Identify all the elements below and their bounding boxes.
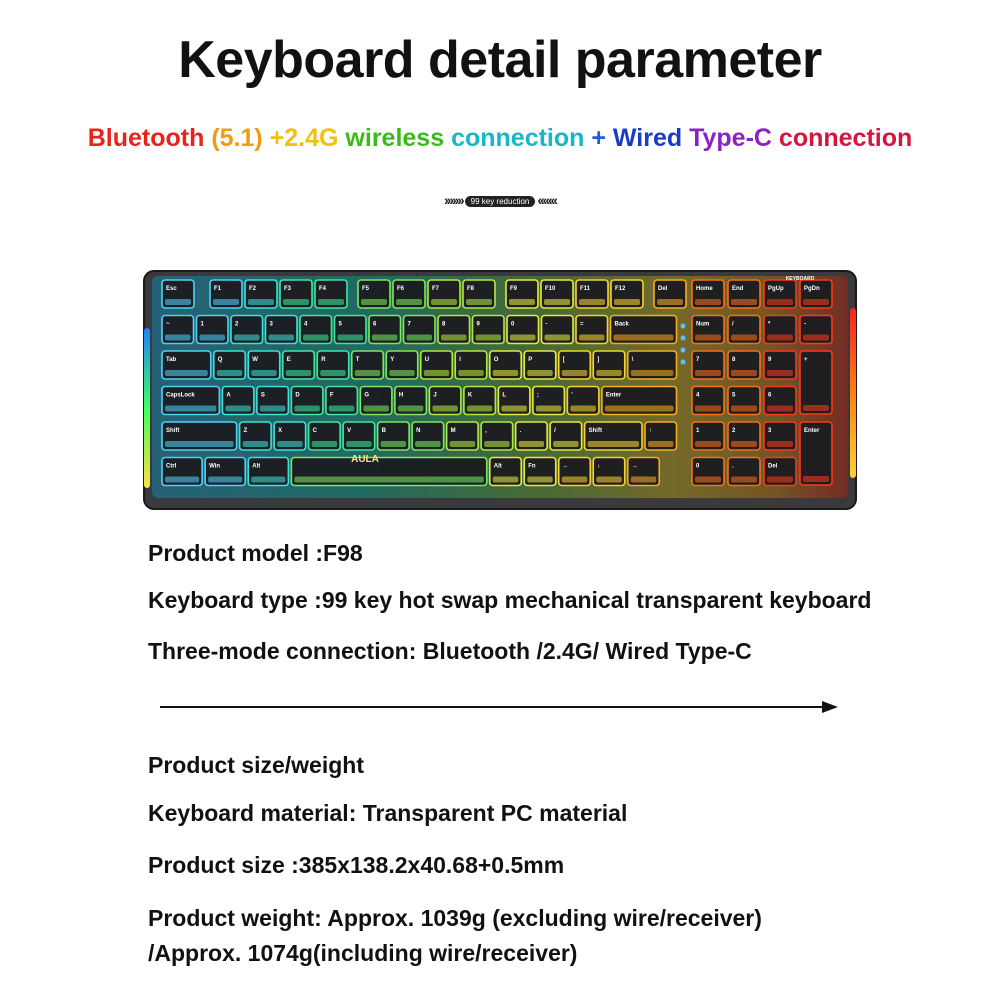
key-numpad-1-3-label: + xyxy=(804,357,808,363)
key-r1-12-label: = xyxy=(580,321,584,328)
key-numpad-0-3-glow xyxy=(803,335,829,341)
key-r3-4-label: F xyxy=(329,392,334,399)
key-r4-0-glow xyxy=(165,441,234,447)
key-r2-8-glow xyxy=(458,370,484,376)
key-f4-glow xyxy=(318,299,344,305)
left-edge-light xyxy=(144,328,150,488)
key-numpad-0-3-label: - xyxy=(804,321,806,328)
key-r2-2-label: W xyxy=(252,357,258,363)
key-r3-0-label: CapsLock xyxy=(166,392,195,399)
key-r3-3-glow xyxy=(294,406,320,412)
key-r2-6-label: Y xyxy=(390,357,395,363)
key-r1-2-label: 2 xyxy=(235,321,239,328)
key-f2-glow xyxy=(248,299,274,305)
spec-weight-including: /Approx. 1074g(including wire/receiver) xyxy=(148,940,578,966)
key-r5-5-glow xyxy=(527,477,553,483)
key-r1-6-label: 6 xyxy=(373,321,377,328)
key-r2-6-glow xyxy=(389,370,415,376)
key-f10-glow xyxy=(544,299,570,305)
key-r2-0-glow xyxy=(165,370,208,376)
key-numpad-0-1-label: / xyxy=(732,321,734,328)
connection-subtitle xyxy=(0,124,1000,153)
key-r2-2-glow xyxy=(251,370,277,376)
key-r1-7-label: 7 xyxy=(407,321,411,328)
spec-product-size: Product size :385x138.2x40.68+0.5mm xyxy=(148,852,565,878)
key-r1-0-label: ~ xyxy=(166,321,170,328)
key-r5-0-label: Ctrl xyxy=(166,463,177,470)
key-r3-3-label: D xyxy=(295,392,300,399)
key-pgup-label: PgUp xyxy=(768,286,784,292)
key-f6-glow xyxy=(396,299,422,305)
key-r1-10-glow xyxy=(510,335,536,341)
key-r4-5-glow xyxy=(381,441,407,447)
spec-size-weight-heading: Product size/weight xyxy=(148,752,364,778)
key-r2-4-glow xyxy=(320,370,346,376)
key-r3-8-label: K xyxy=(467,392,473,399)
key-r2-12-label: ] xyxy=(597,357,600,363)
key-f11-label: F11 xyxy=(580,286,591,292)
subtitle-segment-typec: Type-C xyxy=(682,124,772,152)
key-r5-8-label: → xyxy=(631,463,638,470)
key-r4-0-label: Shift xyxy=(166,428,180,434)
key-reduction-badge: 99 key reduction xyxy=(465,196,536,207)
key-f2-label: F2 xyxy=(249,286,257,292)
key-r2-3-glow xyxy=(286,370,312,376)
keyboard-illustration xyxy=(140,268,860,513)
key-r3-0-glow xyxy=(165,406,216,412)
key-numpad-4-1-label: . xyxy=(732,463,734,470)
key-r3-9-glow xyxy=(501,406,527,412)
section-divider xyxy=(160,706,830,708)
key-r4-9-label: . xyxy=(519,428,522,434)
key-f3-glow xyxy=(283,299,309,305)
key-r5-2-label: Alt xyxy=(252,463,261,470)
key-r4-8-glow xyxy=(484,441,510,447)
key-r4-11-glow xyxy=(588,441,639,447)
key-f1-label: F1 xyxy=(214,286,222,292)
key-r4-6-label: N xyxy=(416,428,421,434)
key-r1-2-glow xyxy=(234,335,260,341)
key-numpad-0-0-glow xyxy=(695,335,721,341)
key-r4-7-label: M xyxy=(450,428,456,434)
key-numpad-4-1-glow xyxy=(731,477,757,483)
key-home-label: Home xyxy=(696,286,713,292)
key-r1-1-label: 1 xyxy=(200,321,204,328)
key-r3-2-glow xyxy=(260,406,286,412)
key-f8-label: F8 xyxy=(467,286,475,292)
key-r2-10-glow xyxy=(527,370,553,376)
key-r3-6-glow xyxy=(398,406,424,412)
key-r5-4-glow xyxy=(493,477,519,483)
key-f5-glow xyxy=(361,299,387,305)
key-r3-5-label: G xyxy=(364,392,370,399)
key-r4-8-label: , xyxy=(485,428,487,434)
key-r1-5-label: 5 xyxy=(338,321,342,328)
key-r4-7-glow xyxy=(450,441,476,447)
key-r5-8-glow xyxy=(631,477,657,483)
key-numpad-1-2-glow xyxy=(767,370,793,376)
key-r3-5-glow xyxy=(363,406,389,412)
key-r2-11-label: [ xyxy=(562,357,565,363)
key-r1-4-glow xyxy=(303,335,329,341)
key-del-label: Del xyxy=(658,286,668,292)
indicator-light xyxy=(681,336,686,341)
key-numpad-4-0-label: 0 xyxy=(696,463,700,470)
spec-weight-excluding: Product weight: Approx. 1039g (excluding wire/receiver) xyxy=(148,905,762,931)
subtitle-segment-plus: + xyxy=(584,124,606,152)
key-pgdn-glow xyxy=(803,299,829,305)
key-r5-5-label: Fn xyxy=(528,463,536,470)
key-r1-13-label: Back xyxy=(614,321,629,328)
key-home-glow xyxy=(695,299,721,305)
key-r5-1-glow xyxy=(208,477,242,483)
key-r3-12-label: Enter xyxy=(605,392,622,399)
key-numpad-2-0-glow xyxy=(695,406,721,412)
key-r4-3-glow xyxy=(312,441,338,447)
key-f1-glow xyxy=(213,299,239,305)
spec-product-model: Product model :F98 xyxy=(148,540,363,566)
key-r1-7-glow xyxy=(407,335,433,341)
key-numpad-3-2-glow xyxy=(767,441,793,447)
key-r1-6-glow xyxy=(372,335,398,341)
key-r1-1-glow xyxy=(200,335,226,341)
key-esc-glow xyxy=(165,299,191,305)
key-r1-10-label: 0 xyxy=(511,321,515,328)
key-r4-10-label: / xyxy=(554,428,556,434)
key-r2-9-glow xyxy=(493,370,519,376)
key-numpad-3-3-glow xyxy=(803,476,829,482)
key-r4-3-label: C xyxy=(312,428,317,434)
keyboard-image xyxy=(140,268,860,513)
key-r1-8-glow xyxy=(441,335,467,341)
key-numpad-1-2-label: 9 xyxy=(768,357,772,363)
key-r4-2-label: X xyxy=(278,428,283,434)
key-f5-label: F5 xyxy=(362,286,370,292)
key-r3-8-glow xyxy=(467,406,493,412)
subtitle-segment-wireless: wireless xyxy=(338,124,445,152)
spec-keyboard-type: Keyboard type :99 key hot swap mechanical transparent keyboard xyxy=(148,587,872,613)
key-numpad-4-2-glow xyxy=(767,477,793,483)
key-numpad-2-2-glow xyxy=(767,406,793,412)
key-r4-1-label: Z xyxy=(243,428,248,434)
key-numpad-2-0-label: 4 xyxy=(696,392,700,399)
key-r2-5-glow xyxy=(355,370,381,376)
key-r3-4-glow xyxy=(329,406,355,412)
key-numpad-4-0-glow xyxy=(695,477,721,483)
keyboard-brand-label: KEYBOARD xyxy=(785,276,815,282)
key-f7-glow xyxy=(431,299,457,305)
key-r2-4-label: R xyxy=(321,357,326,363)
key-r5-4-label: Alt xyxy=(493,463,502,470)
key-r3-10-glow xyxy=(536,406,562,412)
key-numpad-1-1-label: 8 xyxy=(732,357,736,363)
chevrons-left-icon: ‹‹‹‹‹‹‹ xyxy=(537,192,556,208)
arrow-right-icon xyxy=(822,701,838,713)
spec-connection-mode: Three-mode connection: Bluetooth /2.4G/ Wired Type-C xyxy=(148,638,752,664)
key-r1-3-label: 3 xyxy=(269,321,273,328)
key-numpad-4-2-label: Del xyxy=(768,463,778,470)
key-count-badge-row xyxy=(0,192,1000,208)
key-r4-12-label: ↑ xyxy=(649,428,652,434)
key-r1-3-glow xyxy=(269,335,295,341)
key-r4-5-label: B xyxy=(381,428,386,434)
key-numpad-2-1-label: 5 xyxy=(732,392,736,399)
key-pgdn-label: PgDn xyxy=(804,286,820,292)
key-r3-6-label: H xyxy=(398,392,404,399)
key-numpad-3-0-label: 1 xyxy=(696,428,700,434)
subtitle-segment-24g: +2.4G xyxy=(262,124,339,152)
key-r3-2-label: S xyxy=(260,392,265,399)
key-r2-1-glow xyxy=(217,370,243,376)
indicator-light xyxy=(681,324,686,329)
keyboard-logo: AULA xyxy=(351,454,379,465)
key-r2-11-glow xyxy=(562,370,588,376)
key-r3-10-label: ; xyxy=(536,392,539,399)
key-r2-13-label: \ xyxy=(631,357,634,363)
key-f3-label: F3 xyxy=(284,286,292,292)
spec-material: Keyboard material: Transparent PC material xyxy=(148,800,628,826)
key-numpad-3-1-label: 2 xyxy=(732,428,736,434)
key-r4-10-glow xyxy=(553,441,579,447)
page-title: Keyboard detail parameter xyxy=(178,31,822,89)
key-r3-1-label: A xyxy=(226,392,231,399)
key-numpad-3-2-label: 3 xyxy=(768,428,772,434)
key-r2-5-label: T xyxy=(355,357,360,363)
subtitle-segment-bluetooth: Bluetooth xyxy=(87,124,205,152)
key-r4-1-glow xyxy=(243,441,269,447)
key-r1-4-label: 4 xyxy=(304,321,308,328)
subtitle-segment-connection: connection xyxy=(444,124,585,152)
key-r2-12-glow xyxy=(596,370,622,376)
key-r5-3-glow xyxy=(294,477,483,483)
key-r3-11-label: ' xyxy=(571,392,573,399)
key-f12-glow xyxy=(614,299,640,305)
key-r3-11-glow xyxy=(570,406,596,412)
key-r1-0-glow xyxy=(165,335,191,341)
key-r1-13-glow xyxy=(614,335,674,341)
key-r4-12-glow xyxy=(648,441,674,447)
key-r1-12-glow xyxy=(579,335,605,341)
key-r5-7-label: ↓ xyxy=(597,463,601,470)
key-r5-1-label: Win xyxy=(209,463,221,470)
key-r4-2-glow xyxy=(277,441,303,447)
key-r4-6-glow xyxy=(415,441,441,447)
key-f10-label: F10 xyxy=(545,286,556,292)
key-esc-label: Esc xyxy=(166,286,177,292)
key-r1-8-label: 8 xyxy=(442,321,446,328)
key-r1-11-label: - xyxy=(545,321,548,328)
subtitle-segment-wired: Wired xyxy=(605,124,683,152)
key-r1-9-glow xyxy=(476,335,502,341)
key-r4-11-label: Shift xyxy=(588,428,602,434)
key-r1-5-glow xyxy=(338,335,364,341)
key-r5-6-label: ← xyxy=(562,463,569,470)
key-end-label: End xyxy=(732,286,744,292)
key-r2-13-glow xyxy=(631,370,674,376)
key-r3-1-glow xyxy=(225,406,251,412)
key-f12-label: F12 xyxy=(615,286,626,292)
key-r5-6-glow xyxy=(562,477,588,483)
key-numpad-2-1-glow xyxy=(731,406,757,412)
key-numpad-1-0-glow xyxy=(695,370,721,376)
key-r5-7-glow xyxy=(596,477,622,483)
key-r5-0-glow xyxy=(165,477,199,483)
key-f9-label: F9 xyxy=(510,286,518,292)
key-r3-7-glow xyxy=(432,406,458,412)
key-numpad-3-3-label: Enter xyxy=(804,428,820,434)
key-r3-9-label: L xyxy=(502,392,507,399)
subtitle-segment-connection-2: connection xyxy=(771,124,913,152)
key-r2-7-glow xyxy=(424,370,450,376)
chevrons-right-icon: ››››››› xyxy=(444,192,463,208)
key-r2-7-label: U xyxy=(424,357,430,363)
key-r4-9-glow xyxy=(519,441,545,447)
key-end-glow xyxy=(731,299,757,305)
key-r2-9-label: O xyxy=(493,357,499,363)
key-numpad-3-1-glow xyxy=(731,441,757,447)
right-edge-light xyxy=(850,308,856,478)
indicator-light xyxy=(681,360,686,365)
key-numpad-1-3-glow xyxy=(803,405,829,411)
key-r3-12-glow xyxy=(605,406,674,412)
key-f9-glow xyxy=(509,299,535,305)
key-r2-3-label: E xyxy=(286,357,291,363)
key-numpad-3-0-glow xyxy=(695,441,721,447)
key-numpad-0-0-label: Num xyxy=(696,321,710,328)
key-r2-10-label: P xyxy=(528,357,533,363)
key-numpad-1-1-glow xyxy=(731,370,757,376)
key-f4-label: F4 xyxy=(319,286,327,292)
key-r2-8-label: I xyxy=(459,357,461,363)
key-del-glow xyxy=(657,299,683,305)
key-r2-0-label: Tab xyxy=(166,357,177,363)
key-r3-7-label: J xyxy=(433,392,437,399)
key-r2-1-label: Q xyxy=(217,357,223,363)
key-numpad-2-2-label: 6 xyxy=(768,392,772,399)
key-numpad-0-1-glow xyxy=(731,335,757,341)
key-r1-11-glow xyxy=(545,335,571,341)
subtitle-segment-version: (5.1) xyxy=(204,124,263,152)
key-r1-9-label: 9 xyxy=(476,321,480,328)
key-f6-label: F6 xyxy=(397,286,405,292)
key-r4-4-label: V xyxy=(347,428,352,434)
key-f11-glow xyxy=(579,299,605,305)
key-f8-glow xyxy=(466,299,492,305)
key-f7-label: F7 xyxy=(432,286,440,292)
key-numpad-1-0-label: 7 xyxy=(696,357,700,363)
key-pgup-glow xyxy=(767,299,793,305)
key-numpad-0-2-glow xyxy=(767,335,793,341)
key-r5-2-glow xyxy=(251,477,285,483)
key-numpad-0-2-label: * xyxy=(768,321,771,328)
key-r4-4-glow xyxy=(346,441,372,447)
indicator-light xyxy=(681,348,686,353)
